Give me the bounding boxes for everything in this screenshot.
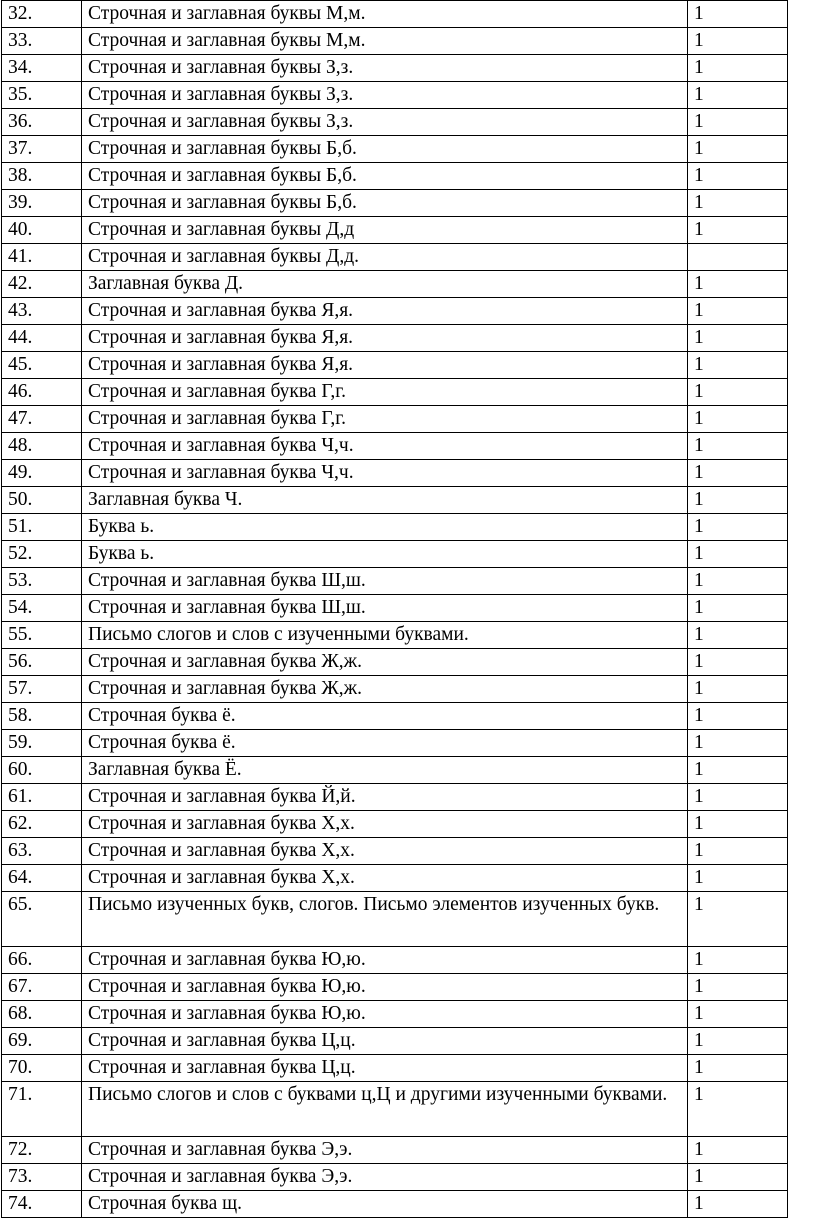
- lesson-topic: Строчная и заглавная буква Х,х.: [82, 838, 688, 865]
- lesson-topic: Строчная и заглавная буквы З,з.: [82, 109, 688, 136]
- table-row: [2, 892, 788, 947]
- lesson-number: 52.: [2, 541, 82, 568]
- lesson-hours: 1: [688, 163, 788, 190]
- lesson-number: 74.: [2, 1191, 82, 1218]
- lesson-number: 38.: [2, 163, 82, 190]
- lesson-topic: Письмо слогов и слов с буквами ц,Ц и другими изученными буквами.: [82, 1082, 688, 1137]
- lesson-hours: 1: [688, 28, 788, 55]
- lesson-number: 73.: [2, 1164, 82, 1191]
- lesson-number: 61.: [2, 784, 82, 811]
- lesson-topic: Строчная и заглавная буква Э,э.: [82, 1164, 688, 1191]
- lesson-number: 71.: [2, 1082, 82, 1137]
- lesson-topic: Строчная и заглавная буквы М,м.: [82, 28, 688, 55]
- table-row: [2, 1001, 788, 1028]
- lesson-hours: 1: [688, 487, 788, 514]
- table-row: [2, 1082, 788, 1137]
- lesson-number: 63.: [2, 838, 82, 865]
- table-row: [2, 379, 788, 406]
- table-row: [2, 541, 788, 568]
- lesson-hours: 1: [688, 865, 788, 892]
- table-row: [2, 1137, 788, 1164]
- lesson-topic: Строчная и заглавная буквы Д,д.: [82, 244, 688, 271]
- lesson-topic: Строчная и заглавная буква Ц,ц.: [82, 1055, 688, 1082]
- lesson-number: 45.: [2, 352, 82, 379]
- lesson-hours: 1: [688, 1055, 788, 1082]
- lesson-topic: Строчная и заглавная буква Ю,ю.: [82, 974, 688, 1001]
- lesson-topic: Письмо слогов и слов с изученными буквами.: [82, 622, 688, 649]
- lesson-number: 47.: [2, 406, 82, 433]
- lesson-hours: 1: [688, 595, 788, 622]
- lesson-hours: 1: [688, 1191, 788, 1218]
- lesson-number: 41.: [2, 244, 82, 271]
- lesson-topic: Строчная и заглавная буква Ц,ц.: [82, 1028, 688, 1055]
- lesson-topic: Строчная и заглавная буквы Б,б.: [82, 190, 688, 217]
- table-row: [2, 217, 788, 244]
- lesson-hours: 1: [688, 55, 788, 82]
- lesson-hours: 1: [688, 568, 788, 595]
- lesson-hours: 1: [688, 406, 788, 433]
- lesson-topic: Строчная и заглавная буква Ж,ж.: [82, 649, 688, 676]
- lesson-number: 35.: [2, 82, 82, 109]
- lesson-number: 67.: [2, 974, 82, 1001]
- lesson-number: 72.: [2, 1137, 82, 1164]
- lesson-topic: Строчная и заглавная буква Ш,ш.: [82, 595, 688, 622]
- lesson-hours: 1: [688, 217, 788, 244]
- lesson-number: 32.: [2, 1, 82, 28]
- lesson-hours: 1: [688, 1164, 788, 1191]
- lesson-topic: Строчная и заглавная буква Я,я.: [82, 352, 688, 379]
- lesson-number: 42.: [2, 271, 82, 298]
- lesson-hours: 1: [688, 676, 788, 703]
- lesson-topic: Строчная и заглавная буква Ж,ж.: [82, 676, 688, 703]
- lesson-hours: 1: [688, 352, 788, 379]
- table-row: [2, 838, 788, 865]
- lesson-number: 48.: [2, 433, 82, 460]
- lesson-hours: 1: [688, 757, 788, 784]
- lesson-hours: 1: [688, 109, 788, 136]
- table-row: [2, 757, 788, 784]
- lesson-number: 33.: [2, 28, 82, 55]
- table-row: [2, 1191, 788, 1218]
- lesson-number: 40.: [2, 217, 82, 244]
- table-row: [2, 109, 788, 136]
- lesson-hours: 1: [688, 514, 788, 541]
- lesson-hours: 1: [688, 541, 788, 568]
- lesson-number: 34.: [2, 55, 82, 82]
- table-row: [2, 28, 788, 55]
- table-row: [2, 649, 788, 676]
- lesson-topic: Строчная и заглавная буква Х,х.: [82, 811, 688, 838]
- lesson-hours: 1: [688, 298, 788, 325]
- lesson-topic: Заглавная буква Ё.: [82, 757, 688, 784]
- lesson-topic: Строчная и заглавная буквы Б,б.: [82, 163, 688, 190]
- lesson-hours: 1: [688, 433, 788, 460]
- lesson-topic: Строчная и заглавная буква Ч,ч.: [82, 460, 688, 487]
- lesson-number: 54.: [2, 595, 82, 622]
- lesson-number: 46.: [2, 379, 82, 406]
- table-row: [2, 271, 788, 298]
- lesson-topic: Строчная и заглавная буква Ю,ю.: [82, 1001, 688, 1028]
- lesson-hours: [688, 244, 788, 271]
- lesson-number: 43.: [2, 298, 82, 325]
- table-row: [2, 974, 788, 1001]
- table-row: [2, 433, 788, 460]
- table-row: [2, 514, 788, 541]
- lesson-number: 58.: [2, 703, 82, 730]
- lesson-topic: Строчная и заглавная буква Г,г.: [82, 406, 688, 433]
- table-row: [2, 730, 788, 757]
- table-row: [2, 406, 788, 433]
- table-row: [2, 298, 788, 325]
- lesson-number: 51.: [2, 514, 82, 541]
- lesson-number: 60.: [2, 757, 82, 784]
- lesson-topic: Строчная и заглавная буква Х,х.: [82, 865, 688, 892]
- lesson-number: 69.: [2, 1028, 82, 1055]
- table-row: [2, 595, 788, 622]
- lesson-topic: Строчная и заглавная буква Г,г.: [82, 379, 688, 406]
- lesson-topic: Строчная и заглавная буква Я,я.: [82, 298, 688, 325]
- table-row: [2, 487, 788, 514]
- lesson-number: 70.: [2, 1055, 82, 1082]
- lesson-hours: 1: [688, 1001, 788, 1028]
- lesson-number: 37.: [2, 136, 82, 163]
- lesson-topic: Строчная и заглавная буквы З,з.: [82, 55, 688, 82]
- lesson-number: 64.: [2, 865, 82, 892]
- lesson-number: 68.: [2, 1001, 82, 1028]
- lesson-topic: Строчная и заглавная буква Э,э.: [82, 1137, 688, 1164]
- table-row: [2, 703, 788, 730]
- lesson-number: 59.: [2, 730, 82, 757]
- table-row: [2, 568, 788, 595]
- lesson-hours: 1: [688, 838, 788, 865]
- lesson-topic: Буква ь.: [82, 541, 688, 568]
- lesson-hours: 1: [688, 1028, 788, 1055]
- lesson-hours: 1: [688, 974, 788, 1001]
- lesson-hours: 1: [688, 649, 788, 676]
- table-row: [2, 190, 788, 217]
- lesson-hours: 1: [688, 271, 788, 298]
- lesson-hours: 1: [688, 379, 788, 406]
- lesson-hours: 1: [688, 1082, 788, 1137]
- lesson-topic: Строчная и заглавная буквы З,з.: [82, 82, 688, 109]
- lesson-number: 49.: [2, 460, 82, 487]
- lesson-topic: Письмо изученных букв, слогов. Письмо элементов изученных букв.: [82, 892, 688, 947]
- table-row: [2, 947, 788, 974]
- table-row: [2, 244, 788, 271]
- lesson-number: 62.: [2, 811, 82, 838]
- lesson-topic: Строчная и заглавная буквы М,м.: [82, 1, 688, 28]
- lesson-hours: 1: [688, 136, 788, 163]
- lesson-hours: 1: [688, 703, 788, 730]
- lesson-topic: Буква ь.: [82, 514, 688, 541]
- table-row: [2, 82, 788, 109]
- lesson-plan-table: [1, 0, 788, 1218]
- lesson-topic: Строчная буква ё.: [82, 730, 688, 757]
- table-row: [2, 1164, 788, 1191]
- lesson-number: 36.: [2, 109, 82, 136]
- lesson-hours: 1: [688, 82, 788, 109]
- lesson-hours: 1: [688, 190, 788, 217]
- lesson-number: 50.: [2, 487, 82, 514]
- table-row: [2, 55, 788, 82]
- table-row: [2, 460, 788, 487]
- lesson-number: 39.: [2, 190, 82, 217]
- lesson-number: 44.: [2, 325, 82, 352]
- table-row: [2, 676, 788, 703]
- table-row: [2, 352, 788, 379]
- lesson-topic: Строчная и заглавная буква Ч,ч.: [82, 433, 688, 460]
- table-row: [2, 622, 788, 649]
- lesson-hours: 1: [688, 811, 788, 838]
- lesson-number: 55.: [2, 622, 82, 649]
- lesson-topic: Заглавная буква Ч.: [82, 487, 688, 514]
- lesson-hours: 1: [688, 622, 788, 649]
- table-row: [2, 865, 788, 892]
- table-row: [2, 811, 788, 838]
- lesson-hours: 1: [688, 784, 788, 811]
- lesson-number: 57.: [2, 676, 82, 703]
- lesson-topic: Заглавная буква Д.: [82, 271, 688, 298]
- lesson-topic: Строчная и заглавная буква Я,я.: [82, 325, 688, 352]
- table-row: [2, 1055, 788, 1082]
- lesson-rows: [2, 1, 788, 1218]
- table-row: [2, 325, 788, 352]
- lesson-number: 65.: [2, 892, 82, 947]
- table-row: [2, 1, 788, 28]
- lesson-number: 53.: [2, 568, 82, 595]
- lesson-hours: 1: [688, 1, 788, 28]
- lesson-topic: Строчная буква ё.: [82, 703, 688, 730]
- lesson-number: 56.: [2, 649, 82, 676]
- lesson-hours: 1: [688, 1137, 788, 1164]
- table-row: [2, 136, 788, 163]
- table-row: [2, 163, 788, 190]
- lesson-topic: Строчная и заглавная буквы Б,б.: [82, 136, 688, 163]
- table-row: [2, 784, 788, 811]
- lesson-topic: Строчная и заглавная буква Ш,ш.: [82, 568, 688, 595]
- lesson-topic: Строчная буква щ.: [82, 1191, 688, 1218]
- lesson-topic: Строчная и заглавная буква Й,й.: [82, 784, 688, 811]
- table-row: [2, 1028, 788, 1055]
- lesson-hours: 1: [688, 892, 788, 947]
- lesson-number: 66.: [2, 947, 82, 974]
- lesson-topic: Строчная и заглавная буква Ю,ю.: [82, 947, 688, 974]
- lesson-topic: Строчная и заглавная буквы Д,д: [82, 217, 688, 244]
- lesson-hours: 1: [688, 460, 788, 487]
- lesson-hours: 1: [688, 325, 788, 352]
- lesson-hours: 1: [688, 947, 788, 974]
- lesson-hours: 1: [688, 730, 788, 757]
